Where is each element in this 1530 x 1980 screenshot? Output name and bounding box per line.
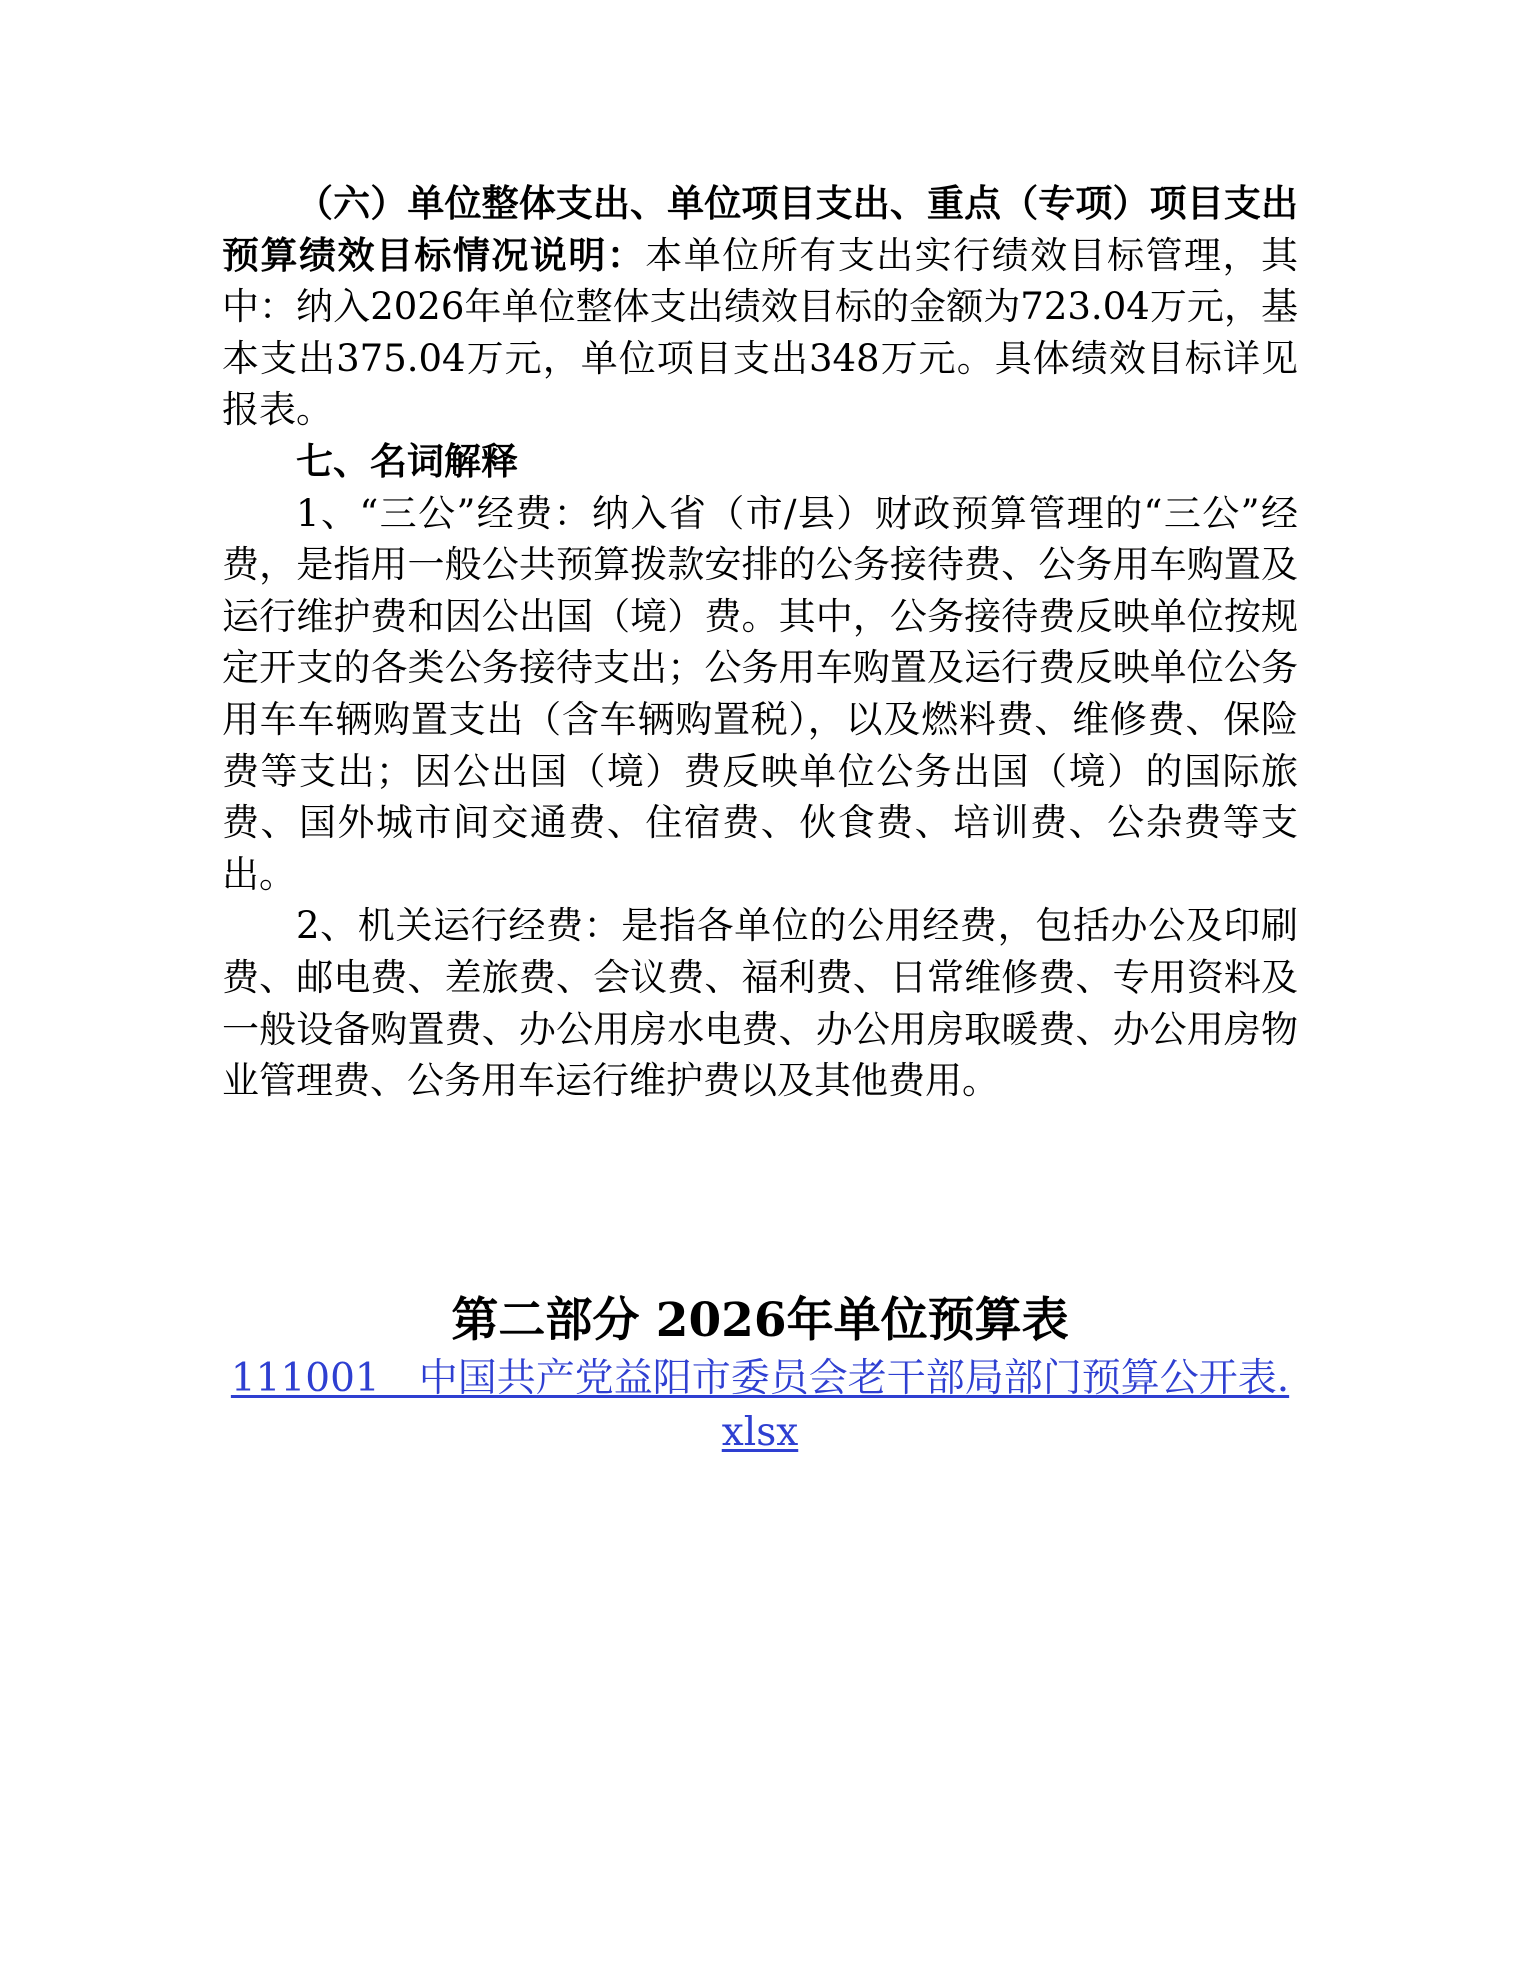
section6-title: （六）单位整体支出、单位项目支出、重点（专项）项目支出预算绩效目标情况说明： <box>222 181 1298 277</box>
budget-table-file-link[interactable]: 111001 中国共产党益阳市委员会老干部局部门预算公开表.xlsx <box>230 1356 1290 1455</box>
part2-title: 第二部分 2026年单位预算表 <box>451 1293 1069 1348</box>
document-body <box>222 178 1298 1107</box>
part2-block <box>222 1290 1298 1460</box>
section7-heading: 七、名词解释 <box>296 438 518 483</box>
term-sangong-paragraph: 1、“三公”经费：纳入省（市/县）财政预算管理的“三公”经费，是指用一般公共预算拨款安排的公务接待费、公务用车购置及运行维护费和因公出国（境）费。其中，公务接待费反映单位按规定开支的各类公务接待支出；公务用车购置及运行费反映单位公务用车车辆购置支出（含车辆购置税），以及燃料费、维修费、保险费等支出；因公出国（境）费反映单位公务出国（境）的国际旅费、国外城市间交通费、住宿费、伙食费、培训费、公杂费等支出。 <box>222 491 1298 896</box>
section6-body: 本单位所有支出实行绩效目标管理，其中：纳入2026年单位整体支出绩效目标的金额为723.04万元，基本支出375.04万元，单位项目支出348万元。具体绩效目标详见报表。 <box>222 233 1298 432</box>
section6-paragraph <box>222 178 1298 436</box>
term-jiguan-paragraph: 2、机关运行经费：是指各单位的公用经费，包括办公及印刷费、邮电费、差旅费、会议费、福利费、日常维修费、专用资料及一般设备购置费、办公用房水电费、办公用房取暖费、办公用房物业管理费、公务用车运行维护费以及其他费用。 <box>222 904 1298 1103</box>
